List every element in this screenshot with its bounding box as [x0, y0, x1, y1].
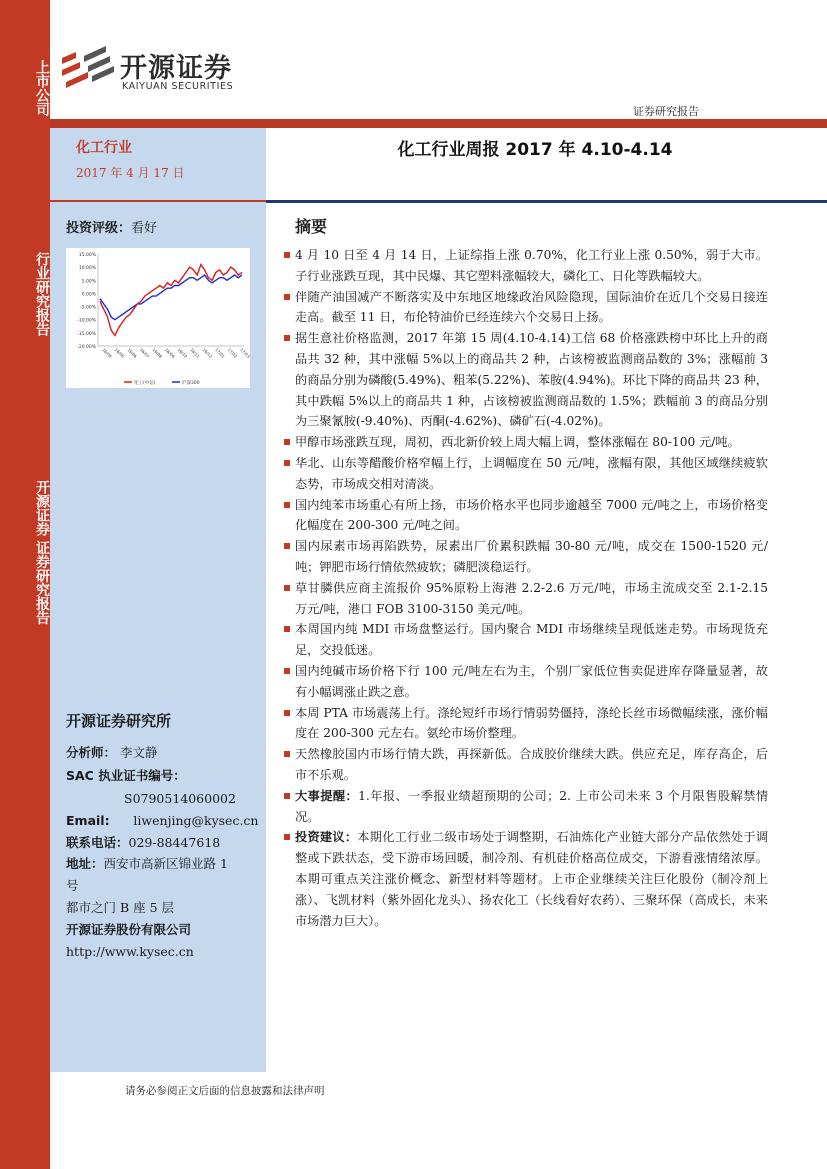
email-label: Email: — [66, 813, 110, 828]
sac-label: SAC 执业证书编号： — [66, 768, 186, 783]
summary-bullet: 甲醇市场涨跌互现，周初，西北新价较上周大幅上调，整体涨幅在 80-100 元/吨。 — [284, 432, 768, 453]
phone-line — [66, 832, 220, 853]
address-part-2: 号 — [66, 878, 79, 893]
x-tick-label: 17/03 — [239, 347, 250, 359]
summary-bullet: 本周 PTA 市场震荡上行。涤纶短纤市场行情弱势僵持，涤纶长丝市场微幅续涨，涨价幅度在 200-300 元左右。氨纶市场价整理。 — [284, 703, 768, 745]
institute-name: 开源证券研究所 — [66, 712, 172, 730]
summary-bullet: 草甘膦供应商主流报价 95%原粉上海港 2.2-2.6 万元/吨，市场主流成交至 2.1-2.15 万元/吨，港口 FOB 3100-3150 美元/吨。 — [284, 578, 768, 620]
side-strip-middle — [0, 205, 50, 417]
side-label-research-report: 开源证券 证券研究报告 — [34, 480, 50, 625]
left-panel-divider — [50, 200, 266, 202]
email-line — [66, 810, 258, 831]
y-tick-label: -15.00% — [77, 331, 96, 337]
company-website[interactable]: http://www.kysec.cn — [66, 944, 194, 959]
summary-bullet-events: 大事提醒：1.年报、一季报业绩超预期的公司；2. 上市公司未来 3 个月限售股解禁情况。 — [284, 786, 768, 828]
analyst-label: 分析师： — [66, 745, 117, 760]
sac-line — [66, 765, 186, 786]
summary-bullet: 国内尿素市场再陷跌势，尿素出厂价累积跌幅 30-80 元/吨，成交在 1500-1520 元/吨；钾肥市场行情依然疲软；磷肥淡稳运行。 — [284, 536, 768, 578]
summary-bullet: 4 月 10 日至 4 月 14 日，上证综指上涨 0.70%，化工行业上涨 0.50%，弱于大市。子行业涨跌互现，其中民爆、其它塑料涨幅较大，磷化工、日化等跌幅较大。 — [284, 245, 768, 287]
x-tick-label: 16/05 — [113, 347, 126, 359]
y-tick-label: 5.00% — [81, 279, 96, 285]
summary-bullet: 国内纯苯市场重心有所上扬，市场价格水平也同步逾越至 7000 元/吨之上，市场价格变化幅度在 200-300 元/吨之间。 — [284, 495, 768, 537]
industry-name: 化工行业 — [76, 140, 132, 156]
company-logo — [58, 44, 258, 96]
y-tick-label: -10.00% — [77, 318, 96, 324]
logo-chinese-name: 开源证券 — [120, 53, 232, 84]
address-line — [66, 853, 228, 874]
side-label-industry-report: 行业研究报告 — [34, 252, 50, 336]
address-label: 地址： — [66, 856, 104, 871]
address-part-1: 西安市高新区锦业路 1 — [103, 856, 228, 871]
summary-bullet: 国内纯碱市场价格下行 100 元/吨左右为主，个别厂家低位售卖促进库存降量显著，故有小幅调涨止跌之意。 — [284, 661, 768, 703]
logo-mark-icon — [58, 44, 118, 96]
series-line — [100, 265, 242, 336]
logo-english-name: KAIYUAN SECURITIES — [122, 81, 234, 92]
y-tick-label: -20.00% — [77, 345, 96, 350]
series-line — [100, 275, 242, 320]
summary-bullet: 据生意社价格监测，2017 年第 15 周(4.10-4.14)工信 68 价格涨跌榜中环比上升的商品共 32 种，其中涨幅 5%以上的商品共 2 种，占该榜被监测商品数的 3%；涨幅前 3 的商品分别为磷酸(5.49%)、粗苯(5.22%)、苯胺(4.94%)。环比下降的商品共 23 种，其中跌幅 5%以上的商品共 1 种，占该榜被监测商品数的 1.5%；跌幅前 3 的商品分别为三聚氰胺(-9.40%)、丙酮(-4.62%)、磷矿石(-4.02%)。 — [284, 328, 768, 432]
side-strip-top — [0, 0, 50, 205]
rating-label: 投资评级： — [66, 221, 132, 236]
title-divider — [266, 200, 827, 203]
legend-label: 化工(中信) — [134, 381, 156, 386]
sac-number: S0790514060002 — [124, 791, 236, 806]
x-tick-label: 16/10 — [176, 347, 189, 359]
x-tick-label: 16/12 — [201, 347, 214, 359]
address-part-3: 都市之门 B 座 5 层 — [66, 900, 175, 915]
side-label-listed-company: 上市公司 — [34, 60, 50, 116]
x-tick-label: 16/06 — [126, 347, 139, 359]
x-tick-label: 16/07 — [138, 347, 151, 359]
legend-label: 沪深300 — [182, 381, 200, 386]
header-divider — [50, 119, 827, 128]
x-tick-label: 17/01 — [214, 347, 226, 359]
summary-heading: 摘要 — [295, 217, 328, 236]
summary-bullets — [284, 245, 768, 931]
x-tick-label: 16/08 — [151, 347, 164, 359]
x-tick-label: 17/02 — [226, 347, 239, 359]
rating-value: 看好 — [131, 221, 158, 236]
side-strip-bottom — [0, 417, 50, 1169]
summary-bullet: 华北、山东等醋酸价格窄幅上行，上调幅度在 50 元/吨，涨幅有限，其他区域继续疲软态势，市场成交相对清淡。 — [284, 453, 768, 495]
report-type-label: 证券研究报告 — [633, 105, 699, 118]
summary-bullet: 天然橡胶国内市场行情大跌，再探新低。合成胶价继续大跌。供应充足，库存高企，后市不乐观。 — [284, 744, 768, 786]
phone-number: 029-88447618 — [128, 835, 221, 850]
email-address[interactable]: liwenjing@kysec.cn — [133, 813, 259, 828]
y-tick-label: -5.00% — [80, 305, 96, 311]
analyst-line — [66, 742, 158, 763]
company-name — [66, 919, 191, 940]
x-tick-label: 16/04 — [101, 347, 113, 359]
summary-bullet: 本周国内纯 MDI 市场盘整运行。国内聚合 MDI 市场继续呈现低迷走势。市场现货充足，交投低迷。 — [284, 619, 768, 661]
x-tick-label: 16/09 — [164, 347, 176, 359]
phone-label: 联系电话： — [66, 835, 129, 850]
y-tick-label: 15.00% — [78, 253, 96, 258]
performance-chart — [66, 248, 250, 388]
company-name-text: 开源证券股份有限公司 — [66, 922, 192, 937]
y-tick-label: 10.00% — [78, 266, 96, 272]
disclaimer-footer: 请务必参阅正文后面的信息披露和法律声明 — [125, 1085, 325, 1097]
y-tick-label: 0.00% — [81, 292, 96, 298]
analyst-name: 李文静 — [120, 745, 158, 760]
summary-bullet: 伴随产油国减产不断落实及中东地区地缘政治风险隐现，国际油价在近几个交易日接连走高。截至 11 日，布伦特油价已经连续六个交易日上扬。 — [284, 287, 768, 329]
report-date: 2017 年 4 月 17 日 — [76, 166, 185, 180]
report-title: 化工行业周报 2017 年 4.10-4.14 — [397, 140, 673, 160]
investment-rating — [66, 217, 157, 236]
x-tick-label: 16/11 — [189, 347, 201, 359]
chart-canvas — [66, 248, 250, 388]
summary-bullet-advice: 投资建议：本期化工行业二级市场处于调整期，石油炼化产业链大部分产品依然处于调整或下跌状态，受下游市场回暖，制冷剂、有机硅价格高位成交，下游看涨情绪浓厚。本期可重点关注涨价概念、新型材料等题材。上市企业继续关注巨化股份（制冷剂上涨）、飞凯材料（紫外固化龙头）、扬农化工（长线看好农药）、三聚环保（高成长，未来市场潜力巨大）。 — [284, 827, 768, 931]
